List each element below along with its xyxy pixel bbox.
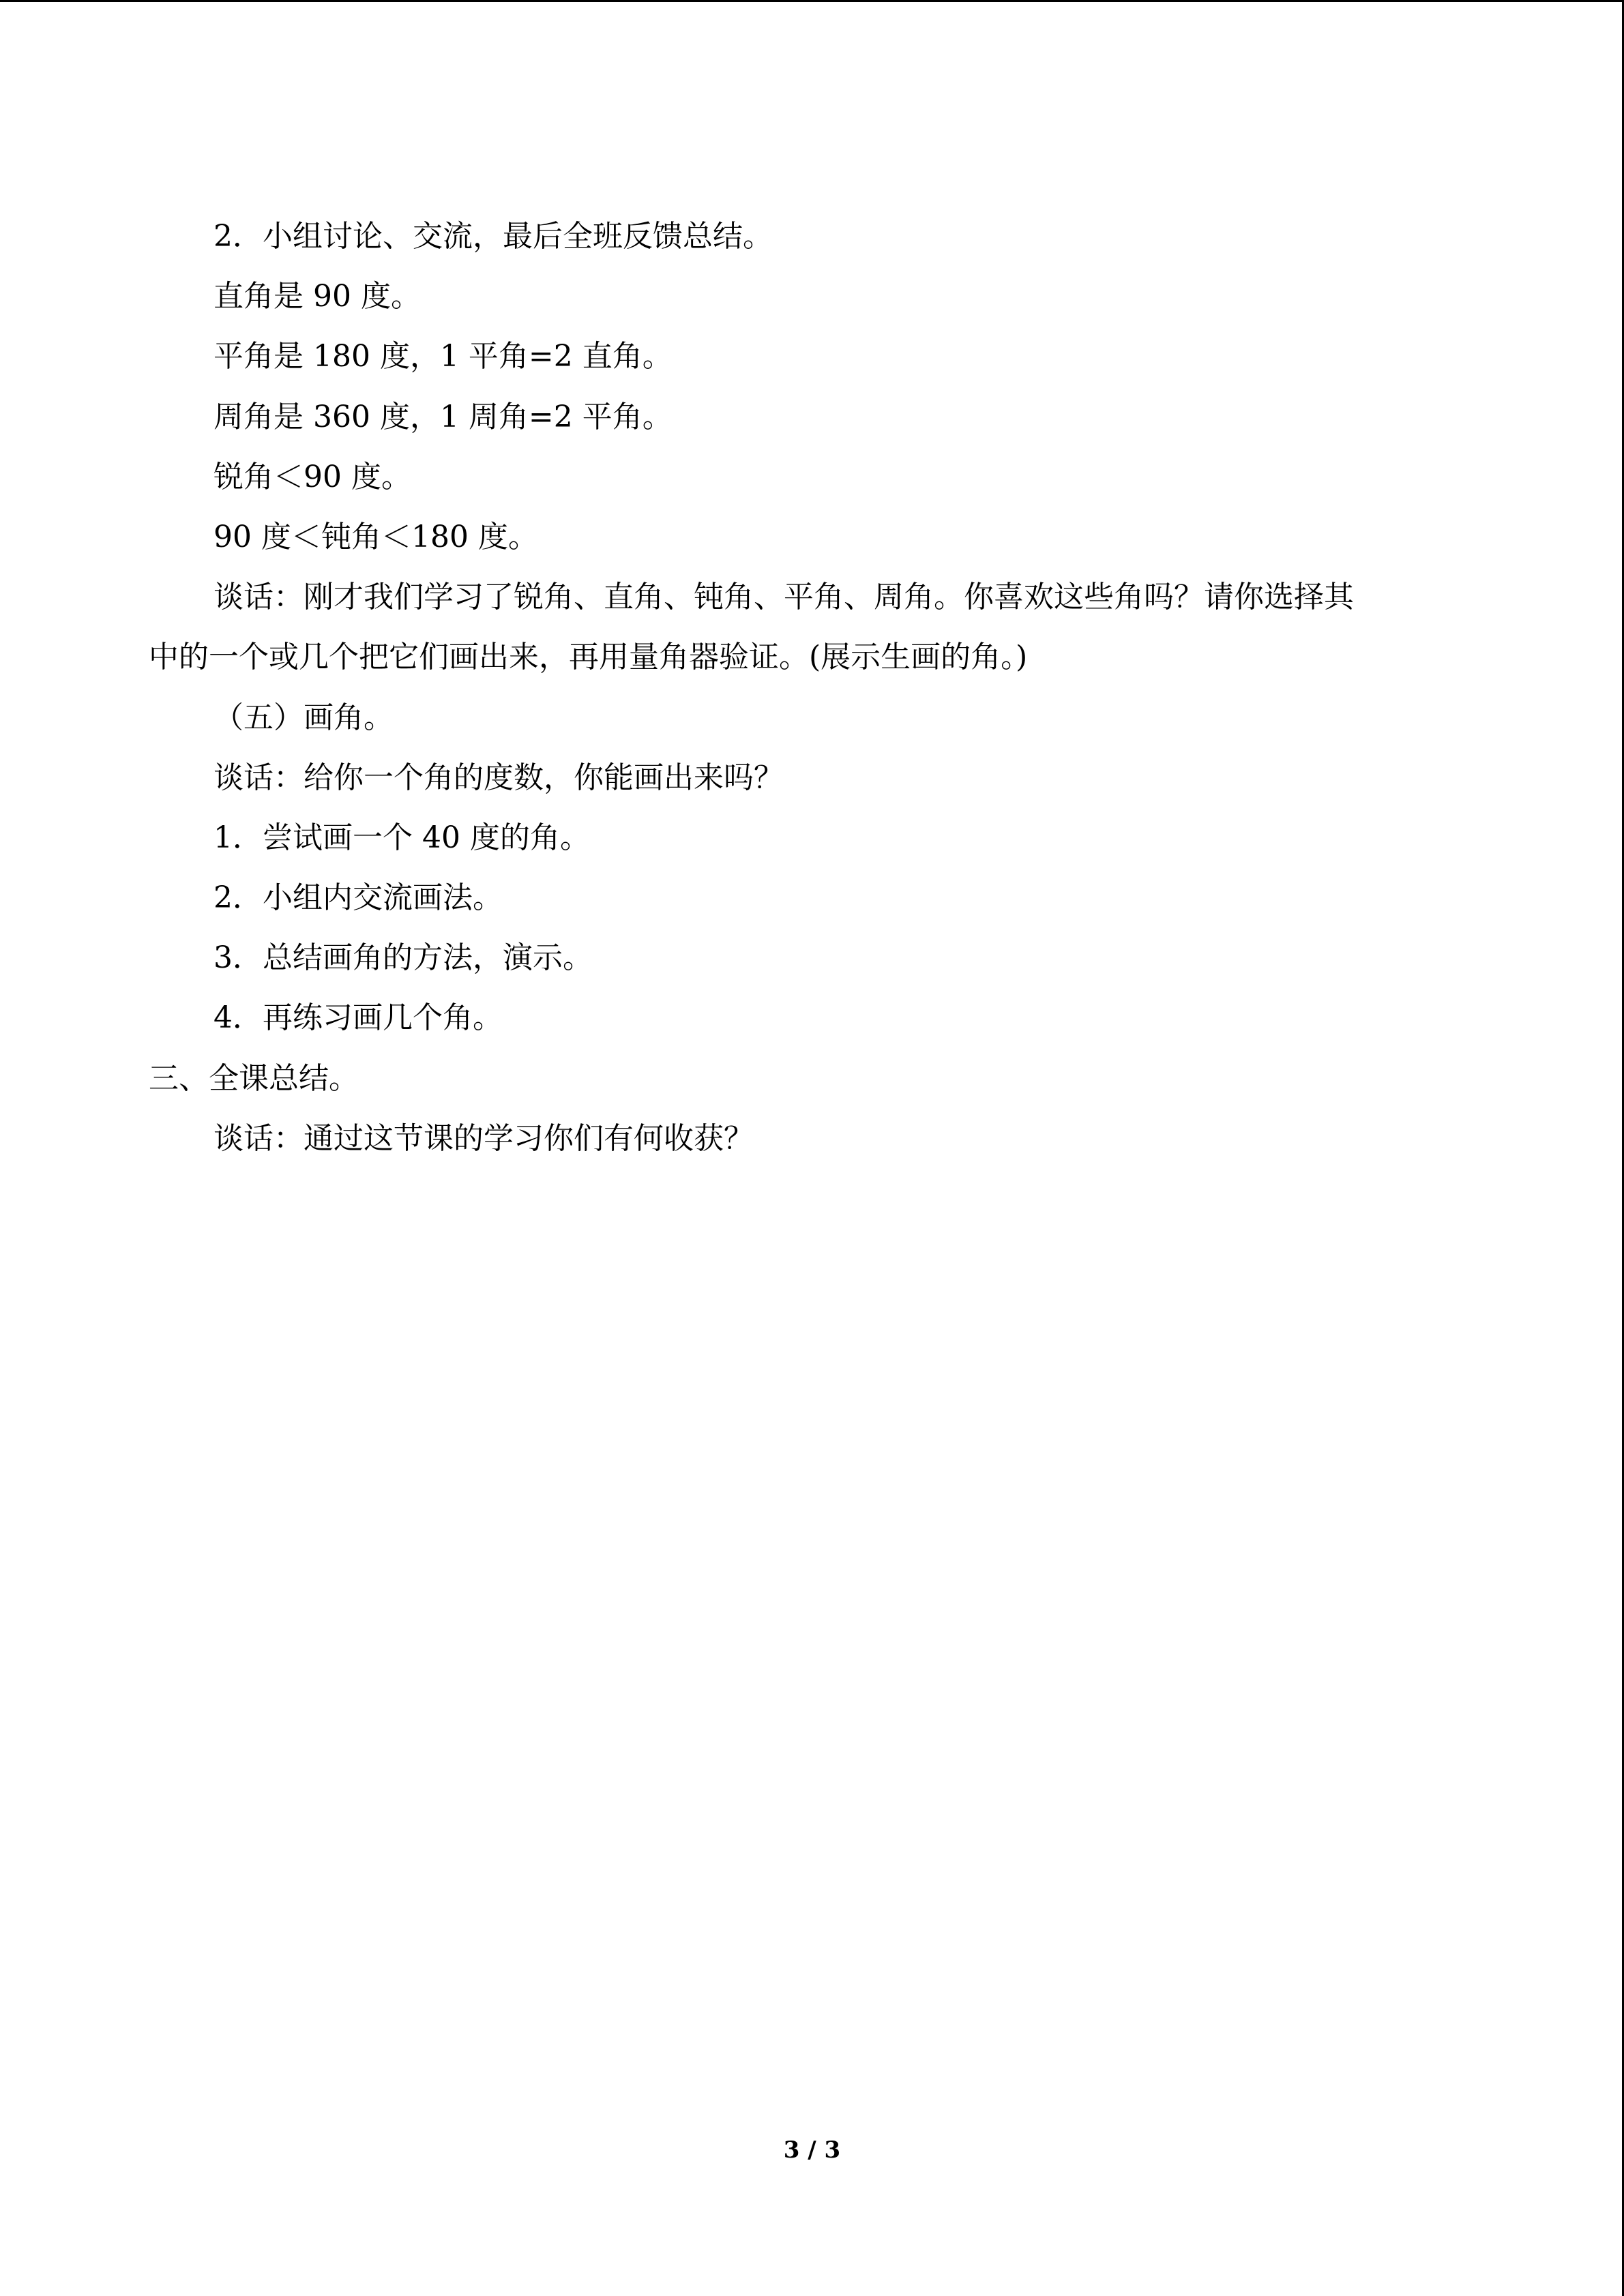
paragraph-line: 90 度＜钝角＜180 度。: [213, 520, 538, 554]
list-item: 3．总结画角的方法，演示。: [213, 940, 593, 975]
paragraph-line: 谈话：通过这节课的学习你们有何收获？: [213, 1121, 754, 1156]
list-item: 1．尝试画一个 40 度的角。: [213, 820, 590, 855]
paragraph-line: 2．小组讨论、交流，最后全班反馈总结。: [213, 219, 773, 254]
paragraph-line: 谈话：刚才我们学习了锐角、直角、钝角、平角、周角。你喜欢这些角吗？请你选择其: [213, 580, 1354, 614]
paragraph-line: 谈话：给你一个角的度数，你能画出来吗？: [213, 760, 784, 795]
section-heading: （五）画角。: [213, 700, 394, 735]
paragraph-line: 锐角＜90 度。: [213, 460, 411, 494]
list-item: 2．小组内交流画法。: [213, 880, 503, 915]
paragraph-line: 直角是 90 度。: [213, 279, 421, 314]
list-item: 4．再练习画几个角。: [213, 1000, 503, 1035]
paragraph-line: 平角是 180 度，1 平角=2 直角。: [213, 339, 673, 374]
section-heading: 三、全课总结。: [149, 1061, 359, 1096]
page-number: 3 / 3: [783, 2136, 841, 2164]
paragraph-line: 中的一个或几个把它们画出来，再用量角器验证。(展示生画的角。): [149, 640, 1028, 674]
paragraph-line: 周角是 360 度，1 周角=2 平角。: [213, 400, 673, 434]
